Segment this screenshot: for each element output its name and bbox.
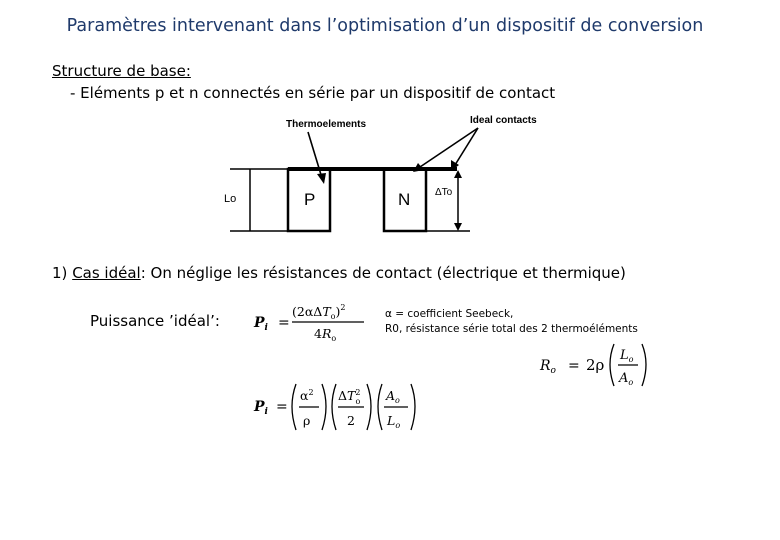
svg-text:=: = xyxy=(568,358,580,374)
puissance-label: Puissance ’idéal’: xyxy=(90,312,220,330)
svg-text:Ro: $R_o$ xyxy=(540,358,556,376)
power-formula-1 xyxy=(252,300,372,346)
legend-r0: R0, résistance série total des 2 thermoéléments xyxy=(385,323,638,335)
svg-text:=: = xyxy=(278,315,290,331)
case-number: 1) xyxy=(52,264,68,282)
svg-text:Lo: $L_o$ xyxy=(620,348,634,364)
n-label: N xyxy=(398,190,411,209)
resistance-formula xyxy=(538,340,678,390)
svg-text:2ρ: 2ρ xyxy=(586,356,605,374)
svg-text:Ao: $A_o$ xyxy=(386,388,400,405)
svg-text:Pi: $P_i$ xyxy=(254,315,268,333)
svg-text:Lo: $L_o$ xyxy=(387,413,401,430)
thermoelements-arrow xyxy=(308,132,322,178)
case-description: : On néglige les résistances de contact (électrique et thermique) xyxy=(140,264,626,282)
svg-text:Pi: $P_i$ xyxy=(254,399,268,417)
structure-description: - Eléments p et n connectés en série par un dispositif de contact xyxy=(70,84,556,102)
length-label: Lo xyxy=(224,193,237,205)
svg-text:ΔT2o: $\Delta T^2$ o xyxy=(338,388,361,406)
svg-text:=: = xyxy=(276,399,288,415)
power-formula-2 xyxy=(252,378,432,434)
svg-text:4Ro: $4R_o$ xyxy=(314,326,337,343)
legend xyxy=(385,307,638,337)
thermocouple-diagram xyxy=(220,112,537,242)
contact-arrow-left xyxy=(420,128,478,167)
case-title: Cas idéal xyxy=(72,264,141,282)
structure-heading: Structure de base: xyxy=(52,62,191,80)
svg-text:α2: $\alpha^2$ xyxy=(300,388,314,403)
delta-t-arrow-down xyxy=(454,223,462,231)
delta-t-arrow-up xyxy=(454,170,462,178)
svg-text:Ao: $A_o$ xyxy=(619,371,634,387)
svg-text:ρ: ρ xyxy=(303,413,311,428)
legend-alpha: α = coefficient Seebeck, xyxy=(385,308,514,320)
delta-t-label: ΔTo xyxy=(435,187,453,198)
svg-text:(2αΔTo)2: $(2\alpha\Delta T_o)^2$ xyxy=(292,303,346,321)
thermoelements-arrowhead xyxy=(317,173,326,184)
case-ideal-line xyxy=(52,264,626,282)
svg-text:2: 2 xyxy=(347,413,355,428)
thermoelements-label: Thermoelements xyxy=(286,119,367,130)
p-label: P xyxy=(304,190,316,209)
contact-arrow-right xyxy=(455,128,478,165)
page-title: Paramètres intervenant dans l’optimisation d’un dispositif de conversion xyxy=(66,16,704,36)
contacts-label: Ideal contacts xyxy=(470,115,537,126)
